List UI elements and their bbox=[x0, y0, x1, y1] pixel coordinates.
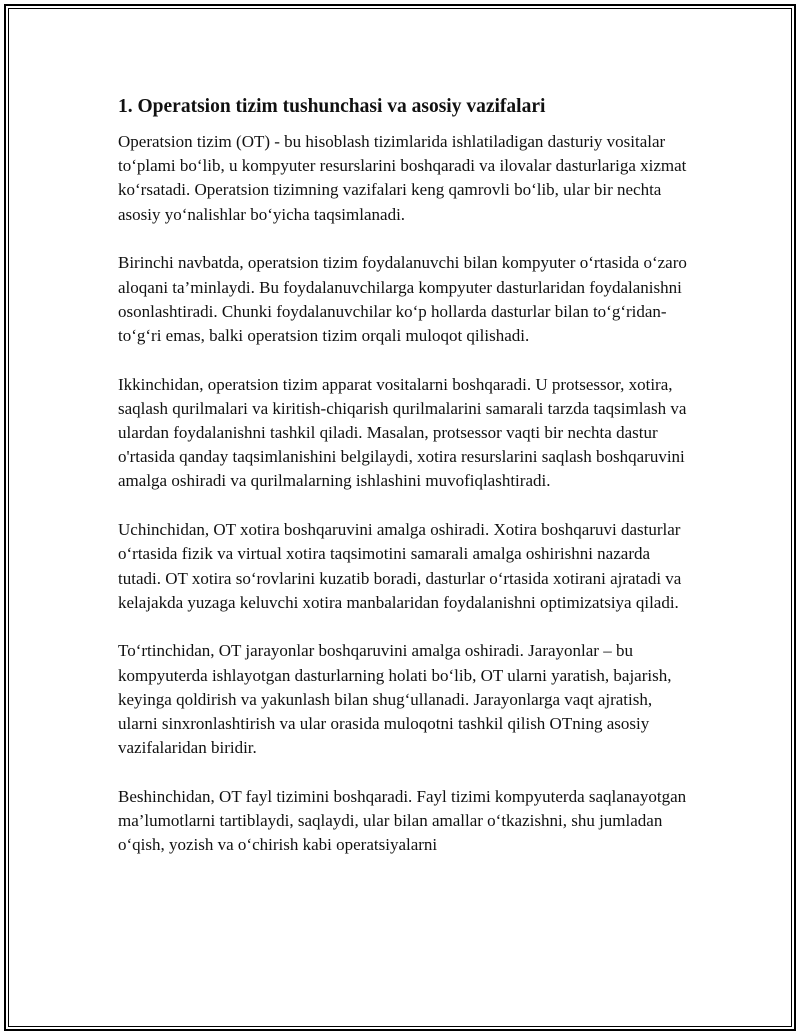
document-body bbox=[118, 95, 688, 858]
paragraph-fourth: To‘rtinchidan, OT jarayonlar boshqaruvini amalga oshiradi. Jarayonlar – bu kompyuterda ishlayotgan dasturlarning holati bo‘lib, OT ularni yaratish, bajarish, keyinga qoldirish va yakunlash bilan shug‘ullanadi. Jarayonlarga vaqt ajratish, ularni sinxronlashtirish va ular orasida muloqotni tashkil qilish OTning asosiy vazifalaridan biridir. bbox=[118, 641, 672, 758]
paragraph-intro: Operatsion tizim (OT) - bu hisoblash tizimlarida ishlatiladigan dasturiy vositalar to‘plami bo‘lib, u kompyuter resurslarini boshqaradi va ilovalar dasturlariga xizmat ko‘rsatadi. Operatsion tizimning vazifalari keng qamrovli bo‘lib, ular bir nechta asosiy yo‘nalishlar bo‘yicha taqsimlanadi. bbox=[118, 132, 687, 224]
paragraph-second: Ikkinchidan, operatsion tizim apparat vositalarni boshqaradi. U protsessor, xotira, saqlash qurilmalari va kiritish-chiqarish qurilmalarini samarali tarzda taqsimlash va ulardan foydalanishni tashkil qiladi. Masalan, protsessor vaqti bir nechta dastur o'rtasida qanday taqsimlanishini belgilaydi, xotira resurslarini saqlash boshqaruvini amalga oshiradi va qurilmalarning ishlashini muvofiqlashtiradi. bbox=[118, 374, 687, 491]
paragraph-first: Birinchi navbatda, operatsion tizim foydalanuvchi bilan kompyuter o‘rtasida o‘zaro aloqani ta’minlaydi. Bu foydalanuvchilarga kompyuter dasturlaridan foydalanishni osonlashtiradi. Chunki foydalanuvchilar ko‘p hollarda dasturlar bilan to‘g‘ridan-to‘g‘ri emas, balki operatsion tizim orqali muloqot qilishadi. bbox=[118, 253, 687, 345]
paragraph-third: Uchinchidan, OT xotira boshqaruvini amalga oshiradi. Xotira boshqaruvi dasturlar o‘rtasida fizik va virtual xotira taqsimotini samarali amalga oshirishni nazarda tutadi. OT xotira so‘rovlarini kuzatib boradi, dasturlar o‘rtasida xotirani ajratadi va kelajakda yuzaga keluvchi xotira manbalaridan foydalanishni optimizatsiya qiladi. bbox=[118, 520, 682, 612]
paragraph-fifth: Beshinchidan, OT fayl tizimini boshqaradi. Fayl tizimi kompyuterda saqlanayotgan ma’lumotlarni tartiblaydi, saqlaydi, ular bilan amallar o‘tkazishni, shu jumladan o‘qish, yozish va o‘chirish kabi operatsiyalarni bbox=[118, 786, 687, 855]
section-heading: 1. Operatsion tizim tushunchasi va asosiy vazifalari bbox=[118, 96, 546, 117]
